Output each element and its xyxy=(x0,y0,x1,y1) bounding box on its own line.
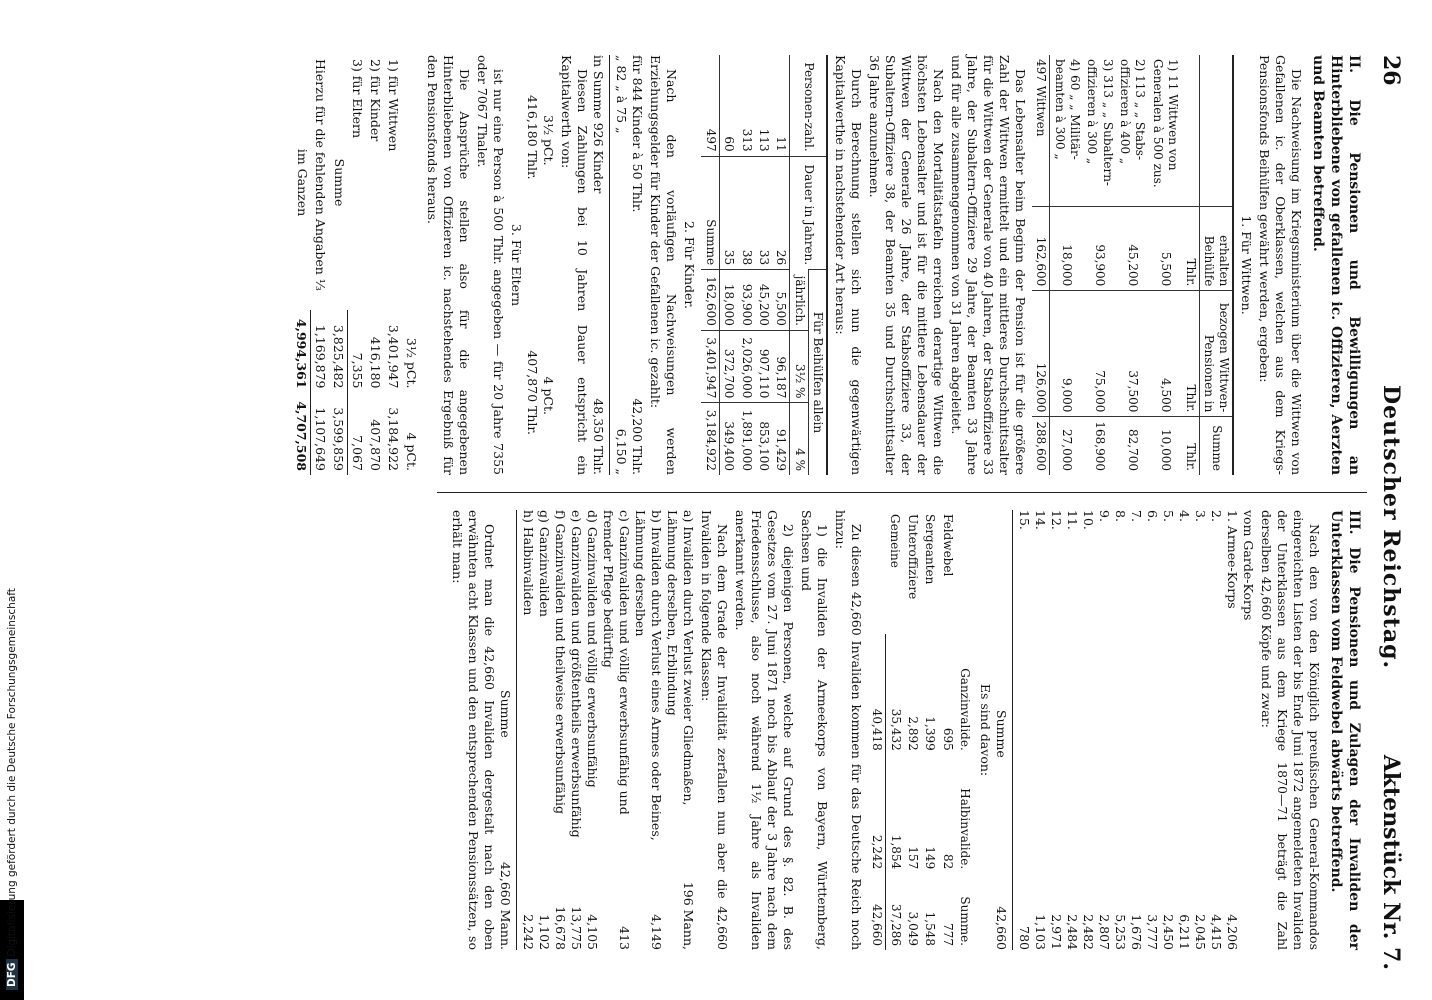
subheading: Es sind davon: xyxy=(978,683,994,777)
list-item: 2. 4,415 xyxy=(1209,510,1225,950)
list-total: Summe 42,660 xyxy=(994,710,1010,950)
subheading: 2. Für Kinder. xyxy=(682,221,698,309)
list-item: 11. 2,484 xyxy=(1065,510,1081,950)
list-item: 5. 2,450 xyxy=(1161,510,1177,950)
paragraph: Ordnet man die 42,660 Invaliden dergestalt nach den oben erwähnten acht Klassen und den entsprechenden Pensionssätzen, so erhält man: xyxy=(450,510,498,950)
table-row: 2) für Kinder 416,180 407,870 xyxy=(368,59,384,471)
col-header: Summe xyxy=(1199,417,1233,475)
list-item: c) Ganzinvaliden und völlig erwerbsunfähig und fremder Pflege bedürftig 413 xyxy=(601,510,633,950)
subheading: 1. Für Wittwen. xyxy=(1239,215,1255,315)
invalids-table: Ganzinvalide. Halbinvalide. Summe. Feldwebel 695 82 777 Sergeanten 1,399 149 1,548 Unteroffiziere 2,892 157 3,049 Gemeine 35,432 1,854 37,286 40,418 2,242 42,660 xyxy=(868,510,973,950)
paragraph: Zu diesen 42,660 Invaliden kommen für das Deutsche Reich noch hinzu: xyxy=(833,510,865,950)
list-total: in Summe 926 Kinder 48,350 Thlr. xyxy=(591,55,607,475)
paragraph: Nach den vorläufigen Nachweisungen werden Erziehungsgelder für Kinder der Gefallenen ic. gezahlt: xyxy=(648,55,680,475)
right-column xyxy=(447,510,1362,950)
list-item: 12. 2,971 xyxy=(1049,510,1065,950)
table-row: 11 26 5,500 96,187 91,429 xyxy=(772,55,790,475)
list-item: d) Ganzinvaliden und völlig erwerbsunfähig 4,105 xyxy=(585,510,601,950)
final-table: 3½ pCt. 4 pCt. 1) für Wittwen 3,401,947 3,184,922 2) für Kinder 416,180 407,870 3) für Eltern 7,355 7,067 Summe 3,825,482 3,599,859 Hierzu für die fehlenden Angaben ⅓ 1,169,879 1,107,649 im Ganzen 4,994,361 4,707,508 xyxy=(292,55,420,475)
list-total: Summe 42,660 Mann. xyxy=(498,690,514,950)
paragraph: Die Nachweisung im Kriegsministerium über die Wittwen von Gefallenen ic. der Oberklassen, welchen aus dem Kriegs-Pensionsfonds Beihülfen gewährt werden, ergeben: xyxy=(1257,55,1305,475)
list-item: 1. Armee-Korps 4,206 xyxy=(1225,510,1241,950)
list-item: b) Invaliden durch Verlust eines Armes oder Beines, Lähmung derselben 4,149 xyxy=(633,510,665,950)
capital-table: Personen-zahl. Dauer in Jahren. Für Beihülfen allein jährlich. 3½ % 4 % 11 26 5,500 96,187 91,429 113 33 45,200 907,110 853,100 313 38 93,900 2,026,000 1,891,000 60 35 18,000 372,700 349,400 497 Summe 162,600 3,401,947 3,184,922 xyxy=(701,55,828,475)
paragraph: Das Lebensalter beim Beginn der Pension ist für die größere Zahl der Wittwen ermittelt und ein mittleres Durchschnittsalter für die Wittwen der Generale von 40 Jahren, der Stabsoffiziere 33 Jahre, der Subaltern-Offiziere 29 Jahre, der Beamten 33 Jahre und für alle zusammengenommen von 31 Jahren abgeleitet. xyxy=(948,55,1028,475)
table-row: 313 38 93,900 2,026,000 1,891,000 xyxy=(737,55,754,475)
table-row: Unteroffiziere 2,892 157 3,049 xyxy=(906,514,921,946)
corps-label: vom Garde-Korps xyxy=(1241,510,1257,621)
section-iii-heading: III. Die Pensionen und Zulagen der Invaliden der Unterklassen vom Feldwebel abwärts betreffend. xyxy=(1328,510,1362,950)
page-header xyxy=(1374,55,1404,970)
subheading: 3. Für Eltern xyxy=(509,223,525,307)
digitization-credit xyxy=(6,588,18,990)
page-title: Deutscher Reichstag. xyxy=(1378,385,1404,670)
table-row: 1) für Wittwen 3,401,947 3,184,922 xyxy=(386,59,402,471)
table-row: Gemeine 35,432 1,854 37,286 xyxy=(888,514,903,946)
list-item: a) Invaliden durch Verlust zweier Gliedmaßen, Lähmung derselben, Erblindung 196 Mann, xyxy=(665,510,697,950)
list-item: 14. 1,103 xyxy=(1033,510,1049,950)
list-item: 8. 5,253 xyxy=(1113,510,1129,950)
list-item: 7. 1,676 xyxy=(1129,510,1145,950)
table-row: 3) 313 „ „ Subaltern-offizieren à 300 „ 93,900 75,000 168,900 xyxy=(1083,55,1116,475)
paragraph: Nach dem Grade der Invalidität zerfallen nun aber die 42,660 Invaliden in folgende Klassen: xyxy=(699,510,731,950)
classes-list xyxy=(497,510,696,950)
paragraph: Nach den Mortalitätstafeln erreichen derartige Wittwen die höchsten Lebensalter und ist für die mittlere Lebensdauer der Wittwen der Generale 26 Jahre, der Stabsoffiziere 33, der Subaltern-Offiziere 38, der Beamten 35 und Durchschnittsalter 36 Jahre anzunehmen. xyxy=(866,55,946,475)
paragraph: 1) die Invaliden der Armeekorps von Bayern, Württemberg, Sachsen und xyxy=(799,510,831,950)
list-item: 6. 3,777 xyxy=(1145,510,1161,950)
table-row: Feldwebel 695 82 777 xyxy=(940,514,955,946)
table-row: 113 33 45,200 907,110 853,100 xyxy=(755,55,772,475)
list-item: 9. 2,807 xyxy=(1097,510,1113,950)
annex-label: Aktenstück Nr. 7. xyxy=(1378,754,1404,970)
list-item: h) Halbinvaliden 2,242 xyxy=(521,510,537,950)
list-item: für 844 Kinder à 50 Thlr. 42,200 Thlr. xyxy=(630,55,646,475)
unit: Thlr. xyxy=(1181,207,1199,291)
capital-rates: 3½ pCt. 4 pCt. xyxy=(541,115,557,415)
table-total-row: im Ganzen 4,994,361 4,707,508 xyxy=(292,55,311,475)
dfg-logo: DFG xyxy=(6,959,18,990)
capital-values: 416,180 Thlr. 407,870 Thlr. xyxy=(525,95,541,435)
table-row: Sergeanten 1,399 149 1,548 xyxy=(923,514,938,946)
corps-list xyxy=(993,510,1240,950)
list-item: g) Ganzinvaliden 1,102 xyxy=(537,510,553,950)
table-row: 60 35 18,000 372,700 349,400 xyxy=(719,55,737,475)
list-item: 4. 6,211 xyxy=(1177,510,1193,950)
credit-text: Digitalisierung gefördert durch die Deutsche Forschungsgemeinschaft xyxy=(6,588,18,957)
unit: Thlr. xyxy=(1181,417,1199,475)
table-total-row: 497 Summe 162,600 3,401,947 3,184,922 xyxy=(701,55,719,475)
table-total-row: 40,418 2,242 42,660 xyxy=(868,510,886,950)
list-item: „ 82 „ à 75 „ 6,150 „ xyxy=(614,55,630,475)
table-row: 4) 60 „ „ Militär-beamten à 300 „ 18,000 9,000 27,000 xyxy=(1050,55,1083,475)
table-row: 1) 11 Wittwen von Generalen à 500 zus. 5,500 4,500 10,000 xyxy=(1148,55,1181,475)
paragraph: Die Ansprüche stellen also für die angegebenen Hinterbliebenen von Offizieren ic. nachstehendes Ergebniß für den Pensionsfonds heraus. xyxy=(425,55,473,475)
column-divider xyxy=(437,492,1367,493)
paragraph: Durch Berechnung stellen sich nun die gegenwärtigen Kapitalwerthe in nachstehender Art heraus: xyxy=(832,55,864,475)
paragraph: ist nur eine Person à 500 Thlr. angegeben — für 20 Jahre 7355 oder 7067 Thaler. xyxy=(475,55,507,475)
left-column xyxy=(288,55,1362,475)
list-item: 3. 2,045 xyxy=(1193,510,1209,950)
list-item: f) Ganzinvaliden und theilweise erwerbsunfähig 16,678 xyxy=(553,510,569,950)
table-row: 2) 113 „ „ Stabs-offizieren à 400 „ 45,200 37,500 82,700 xyxy=(1116,55,1149,475)
paragraph: 2) diejenigen Personen, welche auf Grund des §. 82. B. des Gesetzes vom 27. Juni 1871 noch bis Ablauf der 3 Jahre nach dem Friedensschlusse, also noch während 1½ Jahre als Invaliden anerkannt werden. xyxy=(733,510,797,950)
table-total-row: 497 Wittwen 162,600 126,000 288,600 xyxy=(1032,55,1050,475)
unit: Thlr. xyxy=(1181,291,1199,417)
widows-table xyxy=(1032,55,1234,475)
list-item: e) Ganzinvaliden und größtentheils erwerbsunfähig 13,775 xyxy=(569,510,585,950)
table-row: Hierzu für die fehlenden Angaben ⅓ 1,169,879 1,107,649 xyxy=(313,59,329,471)
page-number: 26 xyxy=(1378,55,1404,86)
table-row: Summe 3,825,482 3,599,859 xyxy=(329,55,348,475)
list-item: 10. 2,482 xyxy=(1081,510,1097,950)
paragraph: Diesen Zahlungen bei 10 Jahren Dauer entspricht ein Kapitalwerth von: xyxy=(559,55,591,475)
col-header: erhalten Beihülfe xyxy=(1199,207,1233,291)
col-header: bezogen Wittwen-Pensionen in xyxy=(1199,291,1233,417)
table-row: 3) für Eltern 7,355 7,067 xyxy=(350,59,366,471)
paragraph: Nach den von den Königlich preußischen General-Kommandos eingereichten Listen der bis Ende Juni 1872 angemeldeten Invaliden der Unterklassen aus dem Kriege 1870—71 beträgt die Zahl derselben 42,660 Köpfe und zwar: xyxy=(1259,510,1323,950)
section-ii-heading: II. Die Pensionen und Bewilligungen an Hinterbliebene von gefallenen ic. Offizieren, Aerzten und Beamten betreffend. xyxy=(1310,55,1362,475)
list-item: 15. 780 xyxy=(1017,510,1033,950)
